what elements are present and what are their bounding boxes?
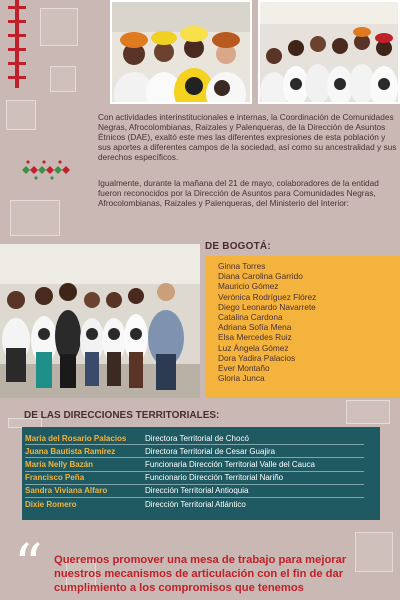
photo-group-indoor: [258, 0, 400, 104]
list-item: Catalina Cardona: [218, 312, 283, 323]
person-name: María Nelly Bazán: [25, 459, 94, 469]
quote-mark-icon: “: [14, 533, 43, 598]
table-row: [25, 432, 364, 445]
table-row: [25, 485, 364, 498]
decorative-square: [40, 8, 78, 46]
list-item: Gloria Junca: [218, 373, 265, 384]
second-paragraph: Igualmente, durante la mañana del 21 de mayo, colaboradores de la entidad fueron reconocidos por la Dirección de Asuntos para Comunidades Negras, Afrocolombianas, Raizales y Palenqueras, del Ministerio del Interior:: [98, 178, 379, 208]
person-role: Funcionaria Dirección Territorial Valle del Cauca: [145, 459, 316, 469]
person-role: Directora Territorial de Cesar Guajira: [145, 446, 276, 456]
list-item: Elsa Mercedes Ruiz: [218, 332, 292, 343]
person-name: Dixie Romero: [25, 500, 77, 510]
photo-women-turbans: [110, 0, 252, 104]
territorial-heading: DE LAS DIRECCIONES TERRITORIALES:: [24, 410, 220, 421]
list-item: Luz Ángela Gómez: [218, 342, 289, 353]
list-item: Dora Yadira Palacios: [218, 352, 296, 363]
person-role: Funcionario Dirección Territorial Nariño: [145, 473, 284, 483]
list-item: Diana Carolina Garrido: [218, 271, 303, 282]
decorative-square: [346, 400, 390, 424]
intro-paragraph: Con actividades interinstitucionales e internas, la Coordinación de Comunidades Negras, Afrocolombianas, Raizales y Palenqueras, de la Dirección de Asuntos Étnicos (DAE), exaltó este mes las diferentes expresiones de esta población y sus aportes a diferentes campos de la sociedad, así como su ancestralidad y sus derechos específicos.: [98, 112, 397, 162]
diamond-pattern-icon: [18, 158, 74, 182]
table-row: [25, 445, 364, 458]
person-name: Juana Bautista Ramírez: [25, 446, 116, 456]
decorative-square: [50, 66, 76, 92]
pull-quote: Queremos promover una mesa de trabajo para mejorar nuestros mecanismos de articulación con el fin de dar cumplimiento a los compromisos que tenemos: [54, 554, 347, 594]
person-role: Directora Territorial de Chocó: [145, 433, 249, 443]
list-item: Diego Leonardo Navarrete: [218, 301, 316, 312]
photo-honorees-group: [0, 244, 200, 398]
person-name: María del Rosario Palacios: [25, 433, 127, 443]
table-row: [25, 498, 364, 511]
list-item: Mauricio Gómez: [218, 281, 279, 292]
list-item: Verónica Rodríguez Flórez: [218, 291, 317, 302]
list-item: Ever Montaño: [218, 363, 270, 374]
person-name: Sandra Viviana Alfaro: [25, 486, 108, 496]
ethnic-pattern-icon: [8, 0, 26, 88]
person-role: Dirección Territorial Antioquia: [145, 486, 249, 496]
list-item: Ginna Torres: [218, 261, 266, 271]
decorative-square: [10, 200, 60, 236]
list-item: Adriana Sofía Mena: [218, 322, 292, 333]
bogota-names-panel: [205, 256, 400, 398]
bogota-heading: DE BOGOTÁ:: [205, 241, 271, 252]
table-row: [25, 472, 364, 485]
table-row: [25, 458, 364, 471]
territorial-table: [22, 427, 380, 520]
decorative-square: [6, 100, 36, 130]
person-name: Francisco Peña: [25, 473, 85, 483]
person-role: Dirección Territorial Atlántico: [145, 500, 246, 510]
